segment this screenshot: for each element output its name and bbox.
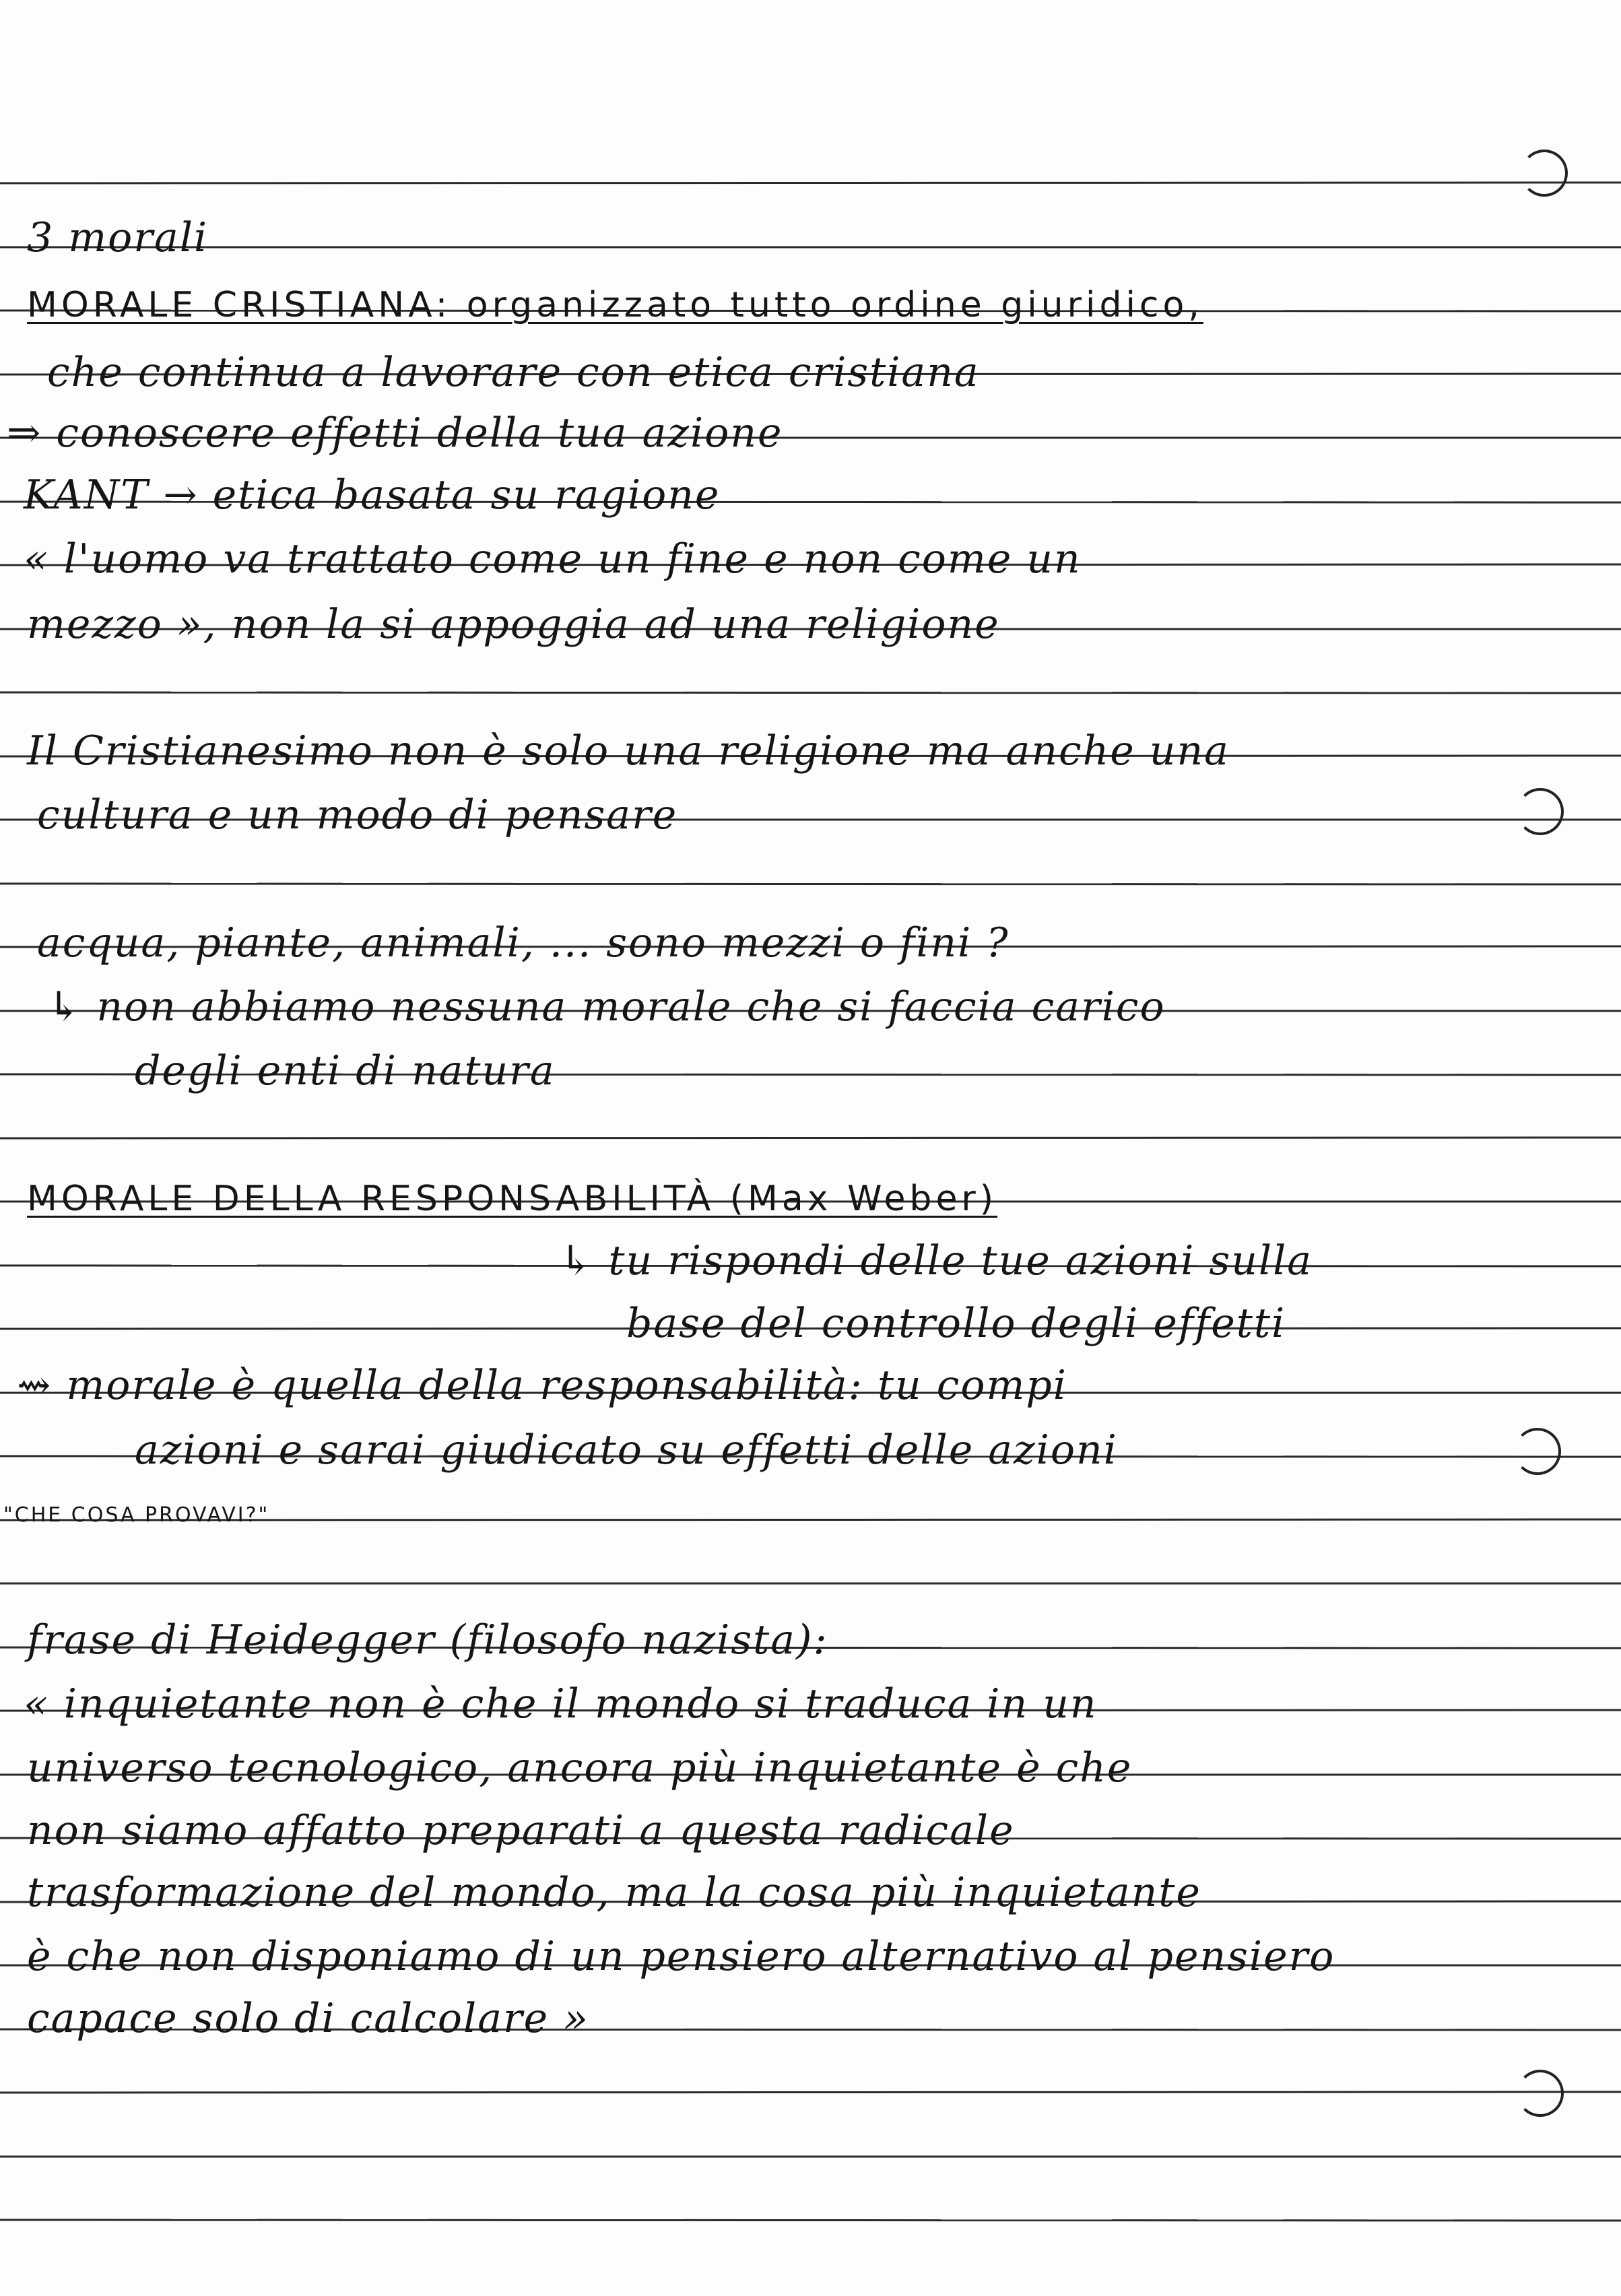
note-line: trasformazione del mondo, ma la cosa più inquietante	[27, 1869, 1201, 1916]
note-line: ↳ non abbiamo nessuna morale che si faccia carico	[47, 983, 1166, 1030]
binder-hole-2	[1517, 788, 1564, 835]
note-line: azioni e sarai giudicato su effetti delle azioni	[135, 1426, 1118, 1474]
note-line: ⇒ conoscere effetti della tua azione	[7, 409, 783, 457]
note-line: base del controllo degli effetti	[626, 1300, 1286, 1347]
note-line: non siamo affatto preparati a questa radicale	[27, 1807, 1015, 1854]
ruled-line	[0, 2092, 1621, 2093]
note-line: ↳ tu rispondi delle tue azioni sulla	[559, 1237, 1313, 1284]
note-line-title: 3 morali	[27, 214, 209, 261]
binder-hole-4	[1517, 2070, 1564, 2117]
note-line: capace solo di calcolare »	[27, 1995, 589, 2042]
ruled-line	[0, 692, 1621, 693]
note-line-morale-cristiana: MORALE CRISTIANA: organizzato tutto ordine giuridico,	[27, 285, 1203, 325]
binder-hole-1	[1521, 150, 1568, 197]
note-line: che continua a lavorare con etica cristiana	[47, 349, 980, 396]
binder-hole-3	[1514, 1428, 1561, 1475]
note-line: universo tecnologico, ancora più inquietante è che	[27, 1744, 1133, 1792]
note-line: degli enti di natura	[135, 1047, 556, 1094]
note-line: mezzo », non la si appoggia ad una religione	[27, 601, 1000, 648]
note-line-morale-responsabilita: MORALE DELLA RESPONSABILITÀ (Max Weber)	[27, 1179, 998, 1219]
note-line: ⇝ morale è quella della responsabilità: tu compi	[17, 1362, 1067, 1409]
note-line: cultura e un modo di pensare	[37, 791, 678, 839]
note-line: acqua, piante, animali, ... sono mezzi o fini ?	[37, 919, 1010, 966]
note-line-kant: KANT → etica basata su ragione	[24, 471, 721, 519]
note-line: « inquietante non è che il mondo si traduca in un	[24, 1680, 1098, 1728]
note-line-heidegger: frase di Heidegger (filosofo nazista):	[27, 1616, 828, 1664]
note-line: è che non disponiamo di un pensiero alternativo al pensiero	[27, 1933, 1335, 1980]
note-line-question: "CHE COSA PROVAVI?"	[3, 1503, 270, 1527]
note-line: « l'uomo va trattato come un fine e non come un	[24, 535, 1082, 583]
ruled-line	[0, 2220, 1621, 2221]
note-line: Il Cristianesimo non è solo una religione ma anche una	[27, 727, 1230, 775]
